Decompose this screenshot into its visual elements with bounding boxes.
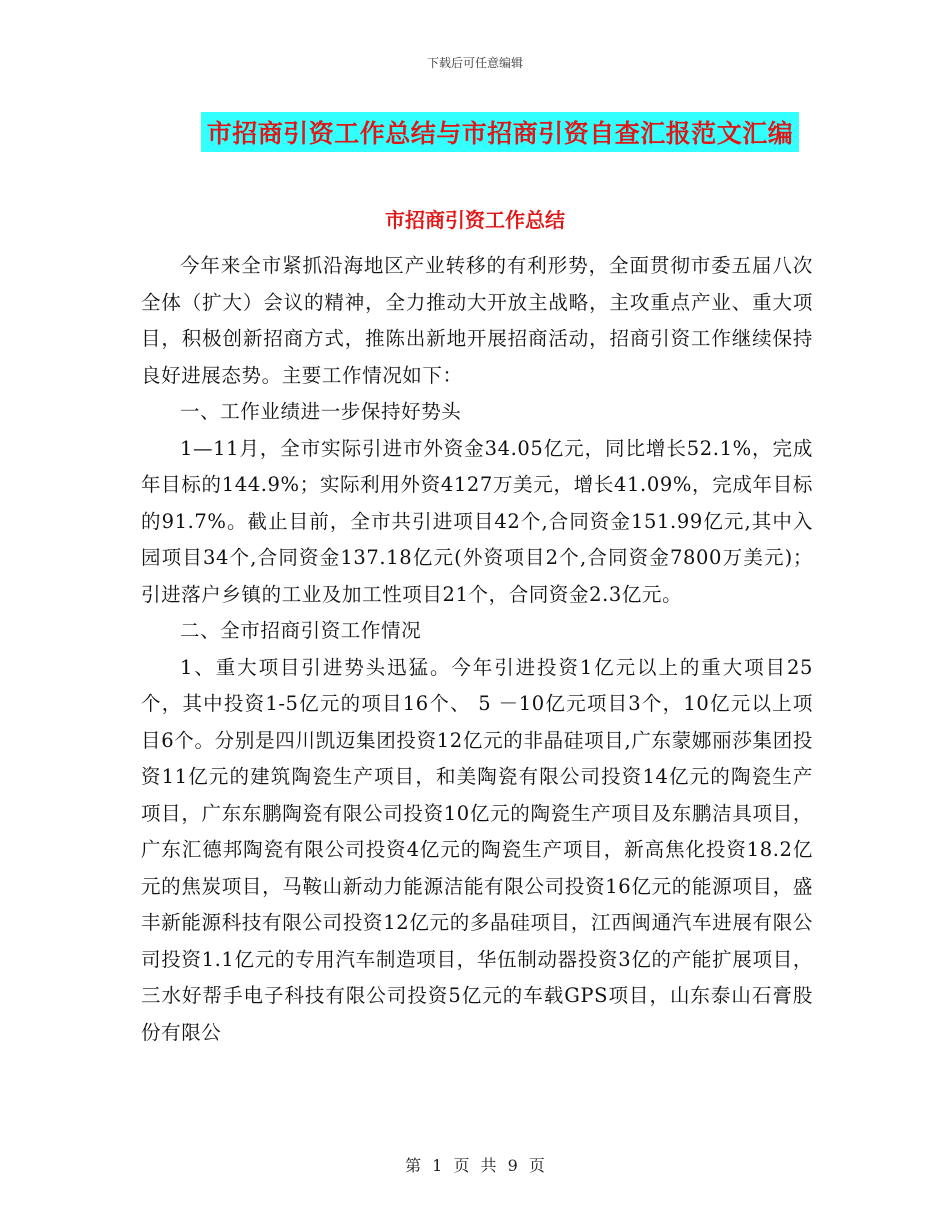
section-title: 市招商引资工作总结 — [385, 208, 565, 232]
paragraph-heading-1: 一、工作业绩进一步保持好势头 — [180, 400, 462, 423]
paragraph-performance: 1—11月，全市实际引进市外资金34.05亿元，同比增长52.1%，完成年目标的144.9%；实际利用外资4127万美元，增长41.09%，完成年目标的91.7%。截止目前，全市共引进项目42个,合同资金151.99亿元,其中入园项目34个,合同资金137.18亿元(外资项目2个,合同资金7800万美元)；引进落户乡镇的工业及加工性项目21个，合同资金2.3亿元。 — [141, 436, 813, 606]
document-body — [141, 248, 813, 1051]
page-footer: 第 1 页 共 9 页 — [405, 1156, 545, 1175]
header-note: 下载后可任意编辑 — [426, 56, 523, 70]
paragraph-heading-2: 二、全市招商引资工作情况 — [180, 619, 422, 642]
document-title: 市招商引资工作总结与市招商引资自查汇报范文汇编 — [201, 112, 800, 152]
paragraph-major-projects: 1、重大项目引进势头迅猛。今年引进投资1亿元以上的重大项目25个，其中投资1-5亿元的项目16个、 5 －10亿元项目3个，10亿元以上项目6个。分别是四川凯迈集团投资12亿元的非晶硅项目,广东蒙娜丽莎集团投资11亿元的建筑陶瓷生产项目，和美陶瓷有限公司投资14亿元的陶瓷生产项目，广东东鹏陶瓷有限公司投资10亿元的陶瓷生产项目及东鹏洁具项目，广东汇德邦陶瓷有限公司投资4亿元的陶瓷生产项目，新高焦化投资18.2亿元的焦炭项目，马鞍山新动力能源洁能有限公司投资16亿元的能源项目，盛丰新能源科技有限公司投资12亿元的多晶硅项目，江西闽通汽车进展有限公司投资1.1亿元的专用汽车制造项目，华伍制动器投资3亿的产能扩展项目，三水好帮手电子科技有限公司投资5亿元的车载GPS项目，山东泰山石膏股份有限公 — [141, 655, 813, 1044]
paragraph-intro: 今年来全市紧抓沿海地区产业转移的有利形势，全面贯彻市委五届八次全体（扩大）会议的精神，全力推动大开放主战略，主攻重点产业、重大项目，积极创新招商方式，推陈出新地开展招商活动，招商引资工作继续保持良好进展态势。主要工作情况如下： — [141, 254, 813, 387]
document-title-wrap — [0, 112, 950, 152]
